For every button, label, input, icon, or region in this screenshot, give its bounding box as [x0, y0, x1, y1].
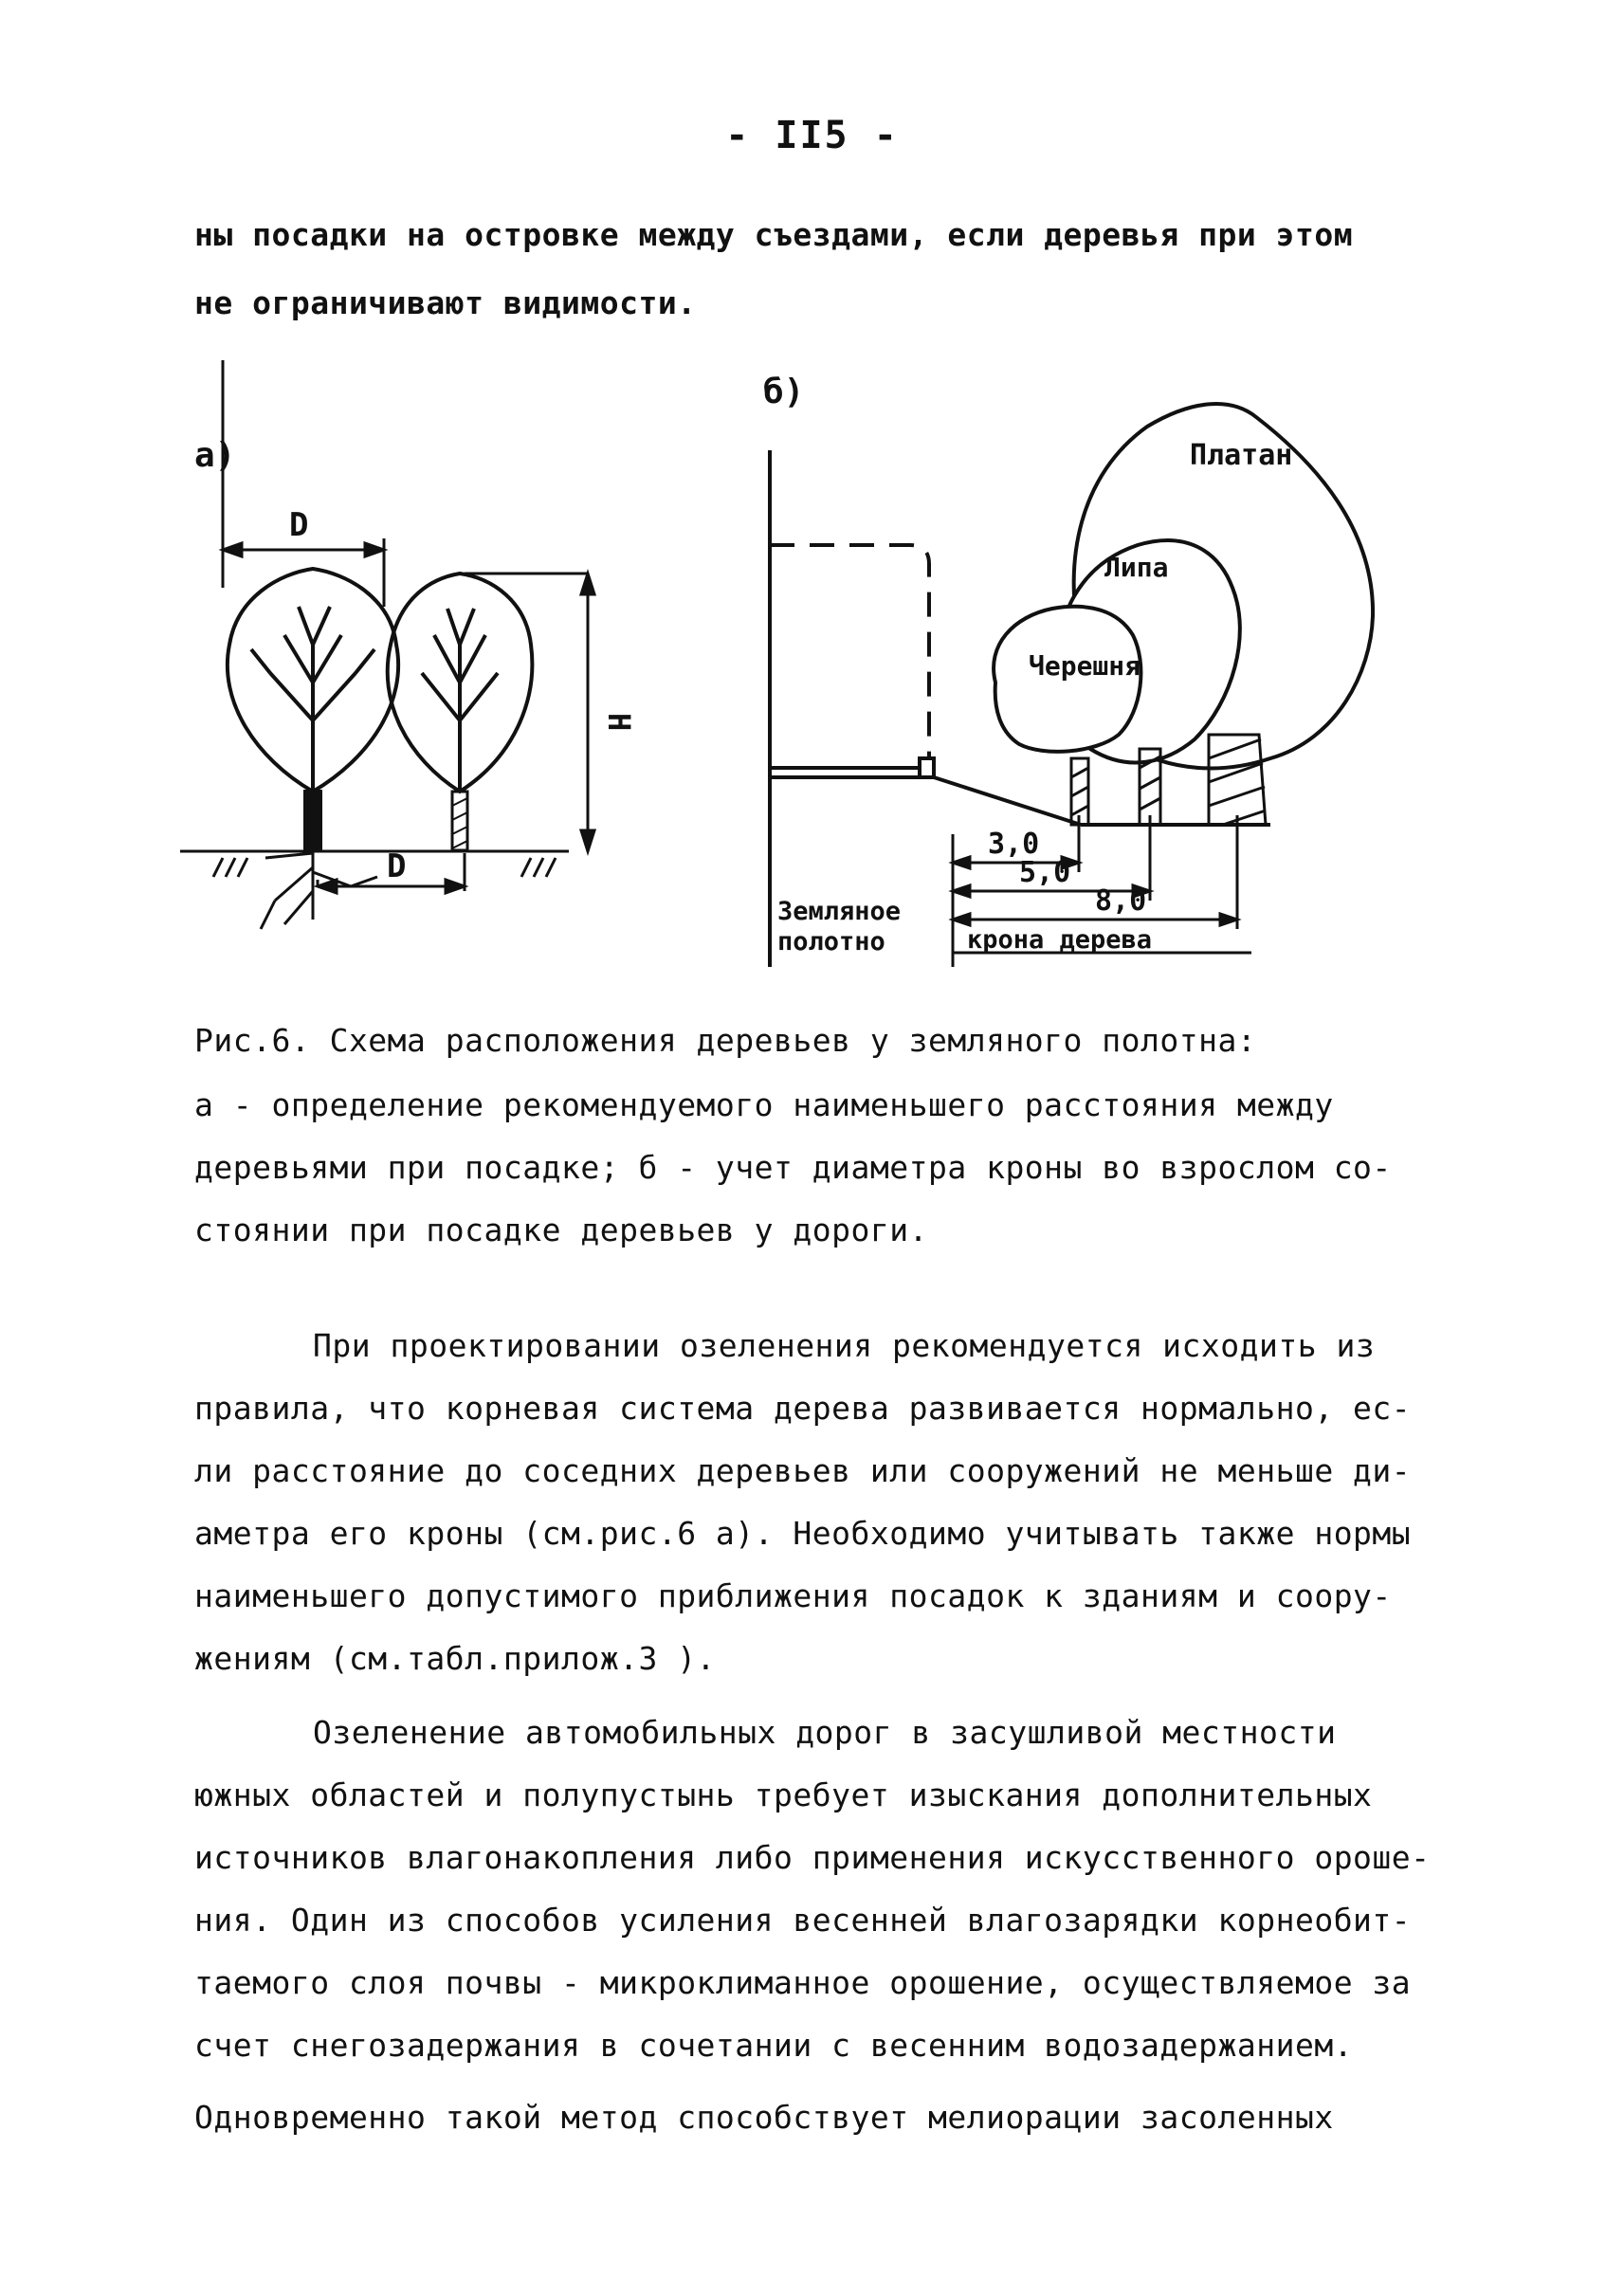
dim-h-label: H	[601, 713, 637, 732]
label-linden: Липа	[1104, 552, 1169, 583]
body-line-12: счет снегозадержания в сочетании с весенним водозадержанием.	[194, 2027, 1354, 2064]
body-line-7: Озеленение автомобильных дорог в засушливой местности	[313, 1714, 1337, 1751]
intro-line-2: не ограничивают видимости.	[194, 284, 697, 321]
body-line-2: правила, что корневая система дерева развивается нормально, ес-	[194, 1390, 1412, 1427]
body-line-5: наименьшего допустимого приближения посадок к зданиям и соору-	[194, 1577, 1392, 1614]
body-line-6: жениям (см.табл.прилож.3 ).	[194, 1640, 716, 1677]
label-platan: Платан	[1190, 439, 1293, 472]
roadbed-label-1: Земляное	[777, 897, 902, 926]
dim-d-top-label: D	[289, 506, 309, 544]
body-line-3: ли расстояние до соседних деревьев или сооружений не меньше ди-	[194, 1452, 1412, 1489]
body-line-4: аметра его кроны (см.рис.6 а). Необходимо учитывать также нормы	[194, 1515, 1412, 1552]
dim-d-bottom-label: D	[387, 847, 407, 885]
panel-a-label: а)	[194, 436, 236, 475]
dist-8: 8,0	[1095, 884, 1147, 918]
figure-6	[142, 360, 1375, 1014]
caption-line-3: деревьями при посадке; б - учет диаметра кроны во взрослом со-	[194, 1149, 1392, 1186]
body-line-9: источников влагонакопления либо применения искусственного ороше-	[194, 1839, 1431, 1876]
dist-5: 5,0	[1019, 856, 1071, 889]
crown-label: крона дерева	[967, 925, 1153, 955]
caption-line-4: стоянии при посадке деревьев у дороги.	[194, 1211, 928, 1248]
label-cherry: Черешня	[1029, 650, 1141, 682]
tree-1-icon	[228, 569, 398, 848]
intro-line-1: ны посадки на островке между съездами, если деревья при этом	[194, 216, 1354, 253]
roadbed-label-2: полотно	[777, 927, 885, 956]
panel-b-label: б)	[763, 373, 805, 411]
dist-3: 3,0	[988, 828, 1040, 861]
caption-line-1: Рис.6. Схема расположения деревьев у земляного полотна:	[194, 1022, 1257, 1059]
roots-icon	[261, 848, 377, 929]
caption-line-2: а - определение рекомендуемого наименьшего расстояния между	[194, 1086, 1334, 1123]
ground-hatch-a	[213, 858, 556, 877]
vehicle-clearance-outline	[770, 545, 929, 758]
dim-h	[465, 574, 594, 851]
body-line-8: южных областей и полупустынь требует изыскания дополнительных	[194, 1776, 1373, 1813]
tree-2-icon	[388, 574, 533, 850]
page-number: - II5 -	[725, 114, 899, 157]
body-line-11: таемого слоя почвы - микроклиманное орошение, осуществляемое за	[194, 1964, 1412, 2001]
body-line-13: Одновременно такой метод способствует мелиорации засоленных	[194, 2099, 1334, 2136]
body-line-1: При проектировании озеленения рекомендуется исходить из	[313, 1327, 1376, 1364]
body-line-10: ния. Один из способов усиления весенней влагозарядки корнеобит-	[194, 1902, 1412, 1939]
